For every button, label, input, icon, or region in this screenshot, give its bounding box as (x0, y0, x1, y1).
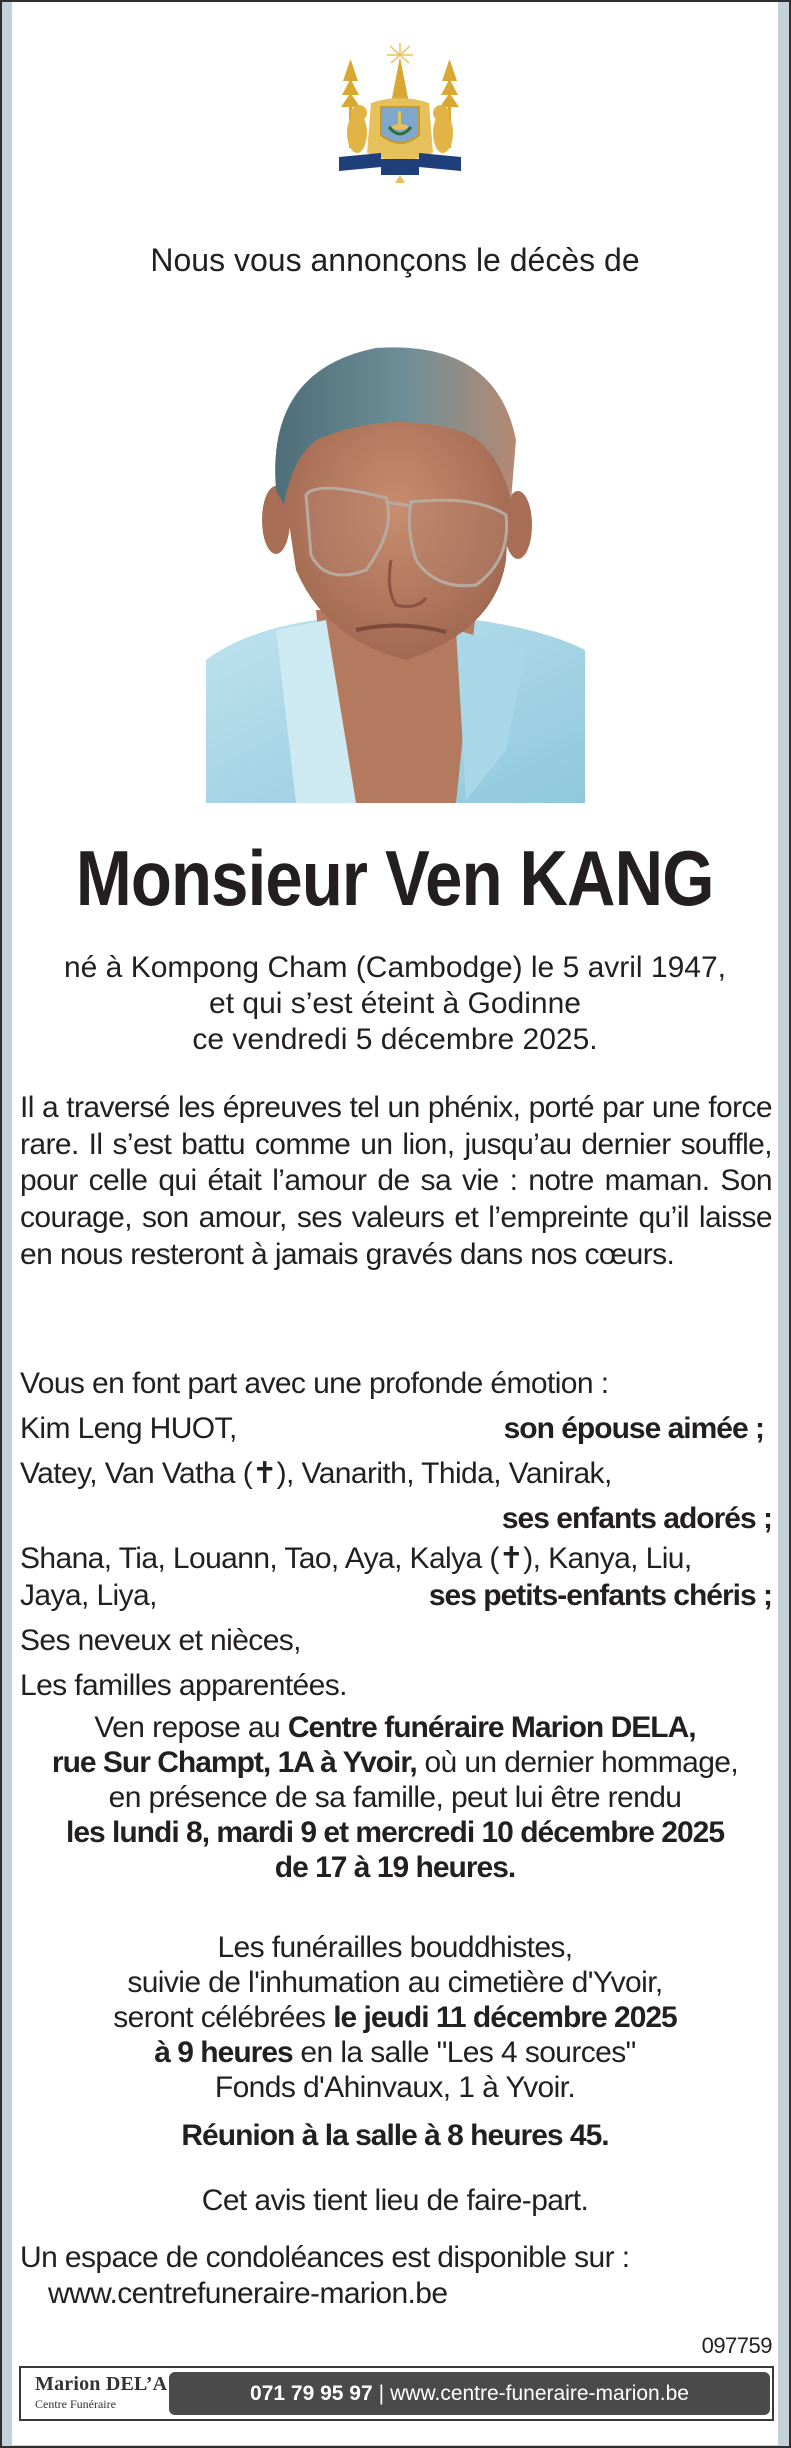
family-row-nephews (20, 1623, 772, 1668)
condolences-text: Un espace de condoléances est disponible sur : (20, 2241, 630, 2274)
visitation-hours: de 17 à 19 heures. (274, 1851, 516, 1884)
spouse-role: son épouse aimée ; (503, 1412, 764, 1445)
family-row-spouse (20, 1411, 772, 1456)
funeral-text: seront célébrées (113, 2001, 334, 2034)
visitation-line-2 (12, 1745, 778, 1780)
family-row-children (20, 1456, 772, 1501)
visitation-line-1 (12, 1710, 778, 1745)
grandchildren-names-1: Shana, Tia, Louann, Tao, Aya, Kalya (✝), Kanya, Liu, (20, 1542, 692, 1575)
visitation-line-3: en présence de sa famille, peut lui être rendu (108, 1781, 682, 1814)
royal-emblem-icon (333, 43, 467, 183)
relatives-text: Les familles apparentées. (20, 1669, 347, 1702)
contact-bar (169, 2372, 770, 2415)
visitation-text: Ven repose au (94, 1711, 288, 1744)
visitation-info (12, 1710, 778, 1885)
funeral-venue: en la salle "Les 4 sources" (292, 2036, 636, 2069)
separator: | (378, 2382, 385, 2405)
meeting-info: Réunion à la salle à 8 heures 45. (181, 2119, 609, 2152)
announcement-intro: Nous vous annonçons le décès de (150, 242, 640, 278)
children-role: ses enfants adorés ; (501, 1502, 772, 1535)
family-row-grandchildren (20, 1541, 772, 1578)
family-intro-text: Vous en font part avec une profonde émotion : (20, 1367, 609, 1400)
nephews-text: Ses neveux et nièces, (20, 1624, 301, 1657)
funeral-home-address: rue Sur Champt, 1A à Yvoir, (51, 1746, 417, 1779)
funeral-info (12, 1930, 778, 2105)
funeral-line-2: suivie de l'inhumation au cimetière d'Yvoir, (127, 1966, 663, 1999)
grandchildren-role: ses petits-enfants chéris ; (428, 1579, 772, 1612)
logo-name: Marion DEL’A (35, 2373, 168, 2395)
funeral-home-banner (19, 2366, 774, 2421)
birth-death-info (12, 950, 778, 1058)
deceased-name (12, 833, 778, 923)
family-row-children-role (20, 1501, 772, 1541)
funeral-date: le jeudi 11 décembre 2025 (333, 2001, 677, 2034)
reference-number: 097759 (701, 2333, 772, 2358)
funeral-line-3 (12, 2000, 778, 2035)
family-list (20, 1366, 772, 1713)
visitation-dates: les lundi 8, mardi 9 et mercredi 10 décembre 2025 (65, 1816, 725, 1849)
family-row-relatives (20, 1668, 772, 1713)
funeral-line-5: Fonds d'Ahinvaux, 1 à Yvoir. (214, 2071, 576, 2104)
death-place-line: et qui s’est éteint à Godinne (209, 987, 581, 1020)
logo-subtitle: Centre Funéraire (35, 2397, 116, 2411)
grandchildren-names-2: Jaya, Liya, (20, 1579, 157, 1612)
family-intro (20, 1366, 772, 1411)
tribute-paragraph: Il a traversé les épreuves tel un phénix, porté par une force rare. Il s’est battu comme un lion, jusqu’au dernier souffle, pour celle qui était l’amour de sa vie : notre maman. Son courage, son amour, ses valeurs et l’empreinte qu’il laisse en nous resteront à jamais gravés dans nos cœurs. (20, 1091, 772, 1271)
funeral-home-name: Centre funéraire Marion DELA, (287, 1711, 696, 1744)
visitation-text: où un dernier hommage, (416, 1746, 739, 1779)
funeral-time: à 9 heures (154, 2036, 293, 2069)
phone-number[interactable]: 071 79 95 97 (250, 2382, 373, 2405)
condolences-link[interactable]: www.centrefuneraire-marion.be (48, 2277, 448, 2310)
funeral-home-logo (35, 2372, 167, 2412)
website-link[interactable]: www.centre-funeraire-marion.be (390, 2382, 689, 2405)
deceased-name-text: Monsieur Ven KANG (76, 834, 714, 922)
children-names: Vatey, Van Vatha (✝), Vanarith, Thida, Vanirak, (20, 1457, 612, 1490)
death-date-line: ce vendredi 5 décembre 2025. (192, 1023, 598, 1056)
deceased-portrait (206, 330, 585, 803)
family-row-grandchildren-2 (20, 1578, 772, 1623)
notice-text: Cet avis tient lieu de faire-part. (201, 2184, 589, 2217)
funeral-line-4 (12, 2035, 778, 2070)
funeral-line-1: Les funérailles bouddhistes, (217, 1931, 573, 1964)
condolences-info (20, 2240, 772, 2312)
spouse-names: Kim Leng HUOT, (20, 1412, 237, 1445)
birth-line: né à Kompong Cham (Cambodge) le 5 avril 1947, (63, 951, 727, 984)
